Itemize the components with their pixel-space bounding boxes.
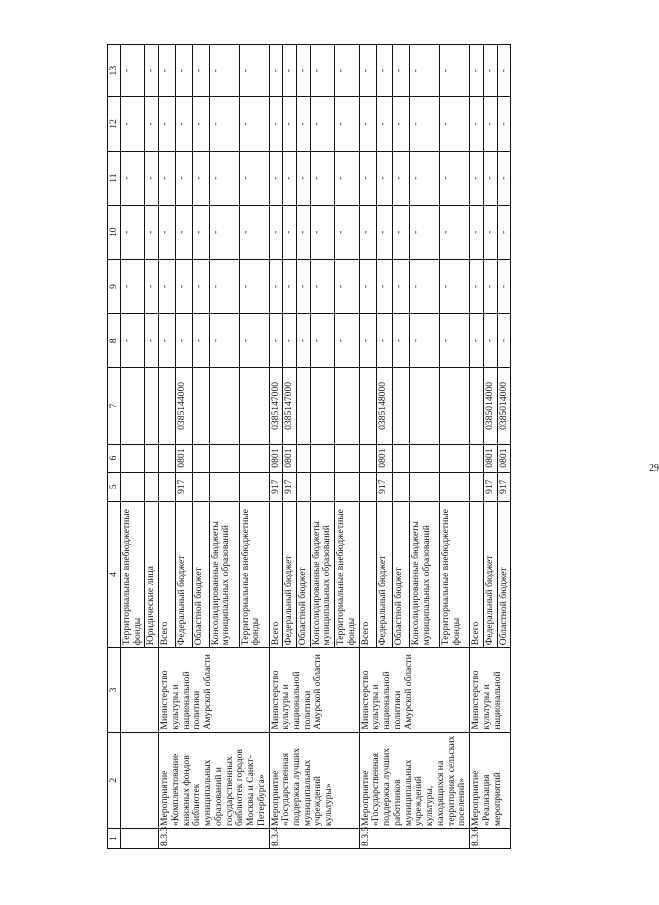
header-cell: 12	[108, 97, 121, 151]
value-cell: -	[359, 45, 376, 97]
rzpr-cell	[440, 444, 470, 472]
value-cell: -	[269, 45, 283, 97]
rzpr-cell	[359, 444, 376, 472]
value-cell: -	[440, 97, 470, 151]
header-cell: 13	[108, 45, 121, 97]
grbs-cell: 917	[269, 472, 283, 501]
value-cell: -	[176, 97, 193, 151]
csr-cell: 0385144000	[176, 368, 193, 444]
rzpr-cell	[192, 444, 209, 472]
value-cell: -	[121, 151, 145, 205]
csr-cell: 0385014000	[483, 368, 497, 444]
grbs-cell	[121, 472, 145, 501]
item-number: 8.3.4	[269, 828, 359, 848]
csr-cell: 0385147000	[269, 368, 283, 444]
grbs-cell: 917	[483, 472, 497, 501]
value-cell: -	[239, 151, 269, 205]
value-cell: -	[410, 45, 440, 97]
value-cell: -	[393, 151, 410, 205]
value-cell: -	[393, 97, 410, 151]
value-cell: -	[209, 205, 239, 259]
value-cell: -	[239, 97, 269, 151]
value-cell: -	[470, 259, 484, 313]
csr-cell: 0385148000	[376, 368, 393, 444]
value-cell: -	[176, 45, 193, 97]
item-executor: Министерство культуры и национальной политики Амурской области	[359, 648, 469, 732]
value-cell: -	[335, 97, 359, 151]
value-cell: -	[269, 97, 283, 151]
value-cell: -	[192, 151, 209, 205]
header-cell: 4	[108, 501, 121, 648]
source-cell: Консолидированные бюджеты муниципальных образований	[410, 501, 440, 648]
source-cell: Территориальные внебюджетные фонды	[239, 501, 269, 648]
item-title: Мероприятие «Государственная поддержка лучших работников муниципальных учреждений культуры, находящихся на территориях сельских поселений»	[359, 732, 469, 828]
value-cell: -	[359, 314, 376, 368]
grbs-cell	[440, 472, 470, 501]
value-cell: -	[145, 97, 159, 151]
value-cell: -	[283, 45, 297, 97]
header-cell: 1	[108, 828, 121, 848]
value-cell: -	[410, 205, 440, 259]
value-cell: -	[297, 97, 311, 151]
source-cell: Федеральный бюджет	[283, 501, 297, 648]
grbs-cell	[410, 472, 440, 501]
source-cell: Областной бюджет	[497, 501, 511, 648]
item-executor: Министерство культуры и национальной политики Амурской области	[159, 648, 269, 732]
value-cell: -	[283, 314, 297, 368]
source-cell: Федеральный бюджет	[376, 501, 393, 648]
value-cell: -	[393, 205, 410, 259]
value-cell: -	[359, 205, 376, 259]
value-cell: -	[410, 151, 440, 205]
rzpr-cell	[145, 444, 159, 472]
csr-cell	[297, 368, 311, 444]
value-cell: -	[359, 151, 376, 205]
value-cell: -	[393, 314, 410, 368]
grbs-cell	[335, 472, 359, 501]
rzpr-cell	[239, 444, 269, 472]
csr-cell	[239, 368, 269, 444]
value-cell: -	[376, 205, 393, 259]
value-cell: -	[176, 151, 193, 205]
header-cell: 9	[108, 259, 121, 313]
csr-cell	[121, 368, 145, 444]
header-cell: 8	[108, 314, 121, 368]
csr-cell	[335, 368, 359, 444]
value-cell: -	[239, 45, 269, 97]
value-cell: -	[283, 259, 297, 313]
value-cell: -	[310, 205, 334, 259]
grbs-cell	[145, 472, 159, 501]
value-cell: -	[159, 314, 176, 368]
value-cell: -	[283, 151, 297, 205]
value-cell: -	[145, 205, 159, 259]
value-cell: -	[470, 205, 484, 259]
value-cell: -	[269, 314, 283, 368]
value-cell: -	[497, 45, 511, 97]
csr-cell	[359, 368, 376, 444]
rzpr-cell	[470, 444, 484, 472]
rzpr-cell	[410, 444, 440, 472]
value-cell: -	[297, 205, 311, 259]
value-cell: -	[483, 205, 497, 259]
value-cell: -	[440, 151, 470, 205]
value-cell: -	[440, 259, 470, 313]
value-cell: -	[209, 314, 239, 368]
header-cell: 2	[108, 732, 121, 828]
table-row	[470, 45, 484, 849]
csr-cell	[145, 368, 159, 444]
rzpr-cell: 0801	[497, 444, 511, 472]
rzpr-cell	[297, 444, 311, 472]
value-cell: -	[209, 259, 239, 313]
grbs-cell	[297, 472, 311, 501]
value-cell: -	[176, 205, 193, 259]
value-cell: -	[335, 259, 359, 313]
csr-cell: 0385014000	[497, 368, 511, 444]
value-cell: -	[376, 314, 393, 368]
value-cell: -	[393, 259, 410, 313]
value-cell: -	[497, 314, 511, 368]
value-cell: -	[297, 151, 311, 205]
item-number: 8.3.5	[359, 828, 469, 848]
item-number: 8.3.3	[159, 828, 269, 848]
value-cell: -	[159, 259, 176, 313]
value-cell: -	[121, 45, 145, 97]
value-cell: -	[497, 97, 511, 151]
header-cell: 3	[108, 648, 121, 732]
item-title: Мероприятие «Реализация мероприятий	[470, 732, 511, 828]
value-cell: -	[145, 314, 159, 368]
value-cell: -	[283, 205, 297, 259]
csr-cell	[440, 368, 470, 444]
value-cell: -	[192, 259, 209, 313]
value-cell: -	[209, 97, 239, 151]
csr-cell	[410, 368, 440, 444]
header-cell: 11	[108, 151, 121, 205]
value-cell: -	[310, 45, 334, 97]
value-cell: -	[310, 97, 334, 151]
grbs-cell	[470, 472, 484, 501]
budget-table	[107, 44, 511, 849]
csr-cell	[310, 368, 334, 444]
value-cell: -	[470, 97, 484, 151]
rzpr-cell: 0801	[176, 444, 193, 472]
grbs-cell	[310, 472, 334, 501]
grbs-cell	[359, 472, 376, 501]
cell-empty	[121, 828, 159, 848]
value-cell: -	[483, 314, 497, 368]
table-row	[359, 45, 376, 849]
header-row	[108, 45, 121, 849]
cell-empty	[121, 648, 159, 732]
item-executor: Министерство культуры и национальной	[470, 648, 511, 732]
rzpr-cell	[393, 444, 410, 472]
grbs-cell	[209, 472, 239, 501]
rzpr-cell	[209, 444, 239, 472]
header-cell: 10	[108, 205, 121, 259]
value-cell: -	[239, 259, 269, 313]
item-executor: Министерство культуры и национальной политики Амурской области	[269, 648, 359, 732]
value-cell: -	[159, 205, 176, 259]
table-row	[159, 45, 176, 849]
value-cell: -	[297, 314, 311, 368]
value-cell: -	[297, 259, 311, 313]
source-cell: Областной бюджет	[192, 501, 209, 648]
value-cell: -	[483, 151, 497, 205]
value-cell: -	[335, 205, 359, 259]
value-cell: -	[209, 45, 239, 97]
value-cell: -	[483, 45, 497, 97]
value-cell: -	[159, 45, 176, 97]
source-cell: Всего	[269, 501, 283, 648]
value-cell: -	[145, 45, 159, 97]
value-cell: -	[359, 259, 376, 313]
value-cell: -	[159, 151, 176, 205]
csr-cell	[192, 368, 209, 444]
rzpr-cell: 0801	[283, 444, 297, 472]
value-cell: -	[376, 151, 393, 205]
source-cell: Территориальные внебюджетные фонды	[121, 501, 145, 648]
value-cell: -	[145, 259, 159, 313]
source-cell: Федеральный бюджет	[483, 501, 497, 648]
value-cell: -	[440, 205, 470, 259]
value-cell: -	[470, 151, 484, 205]
grbs-cell	[393, 472, 410, 501]
csr-cell	[393, 368, 410, 444]
value-cell: -	[335, 314, 359, 368]
header-cell: 5	[108, 472, 121, 501]
value-cell: -	[269, 259, 283, 313]
value-cell: -	[483, 97, 497, 151]
value-cell: -	[121, 97, 145, 151]
value-cell: -	[497, 151, 511, 205]
value-cell: -	[410, 314, 440, 368]
source-cell: Территориальные внебюджетные фонды	[440, 501, 470, 648]
rzpr-cell	[159, 444, 176, 472]
value-cell: -	[192, 45, 209, 97]
value-cell: -	[192, 314, 209, 368]
source-cell: Областной бюджет	[297, 501, 311, 648]
csr-cell	[470, 368, 484, 444]
value-cell: -	[176, 259, 193, 313]
rzpr-cell: 0801	[483, 444, 497, 472]
value-cell: -	[269, 205, 283, 259]
value-cell: -	[483, 259, 497, 313]
value-cell: -	[497, 259, 511, 313]
item-number: 8.3.6	[470, 828, 511, 848]
rzpr-cell	[335, 444, 359, 472]
value-cell: -	[376, 259, 393, 313]
source-cell: Территориальные внебюджетные фонды	[335, 501, 359, 648]
source-cell: Консолидированные бюджеты муниципальных образований	[310, 501, 334, 648]
value-cell: -	[239, 205, 269, 259]
value-cell: -	[209, 151, 239, 205]
value-cell: -	[393, 45, 410, 97]
grbs-cell: 917	[176, 472, 193, 501]
value-cell: -	[192, 205, 209, 259]
value-cell: -	[376, 97, 393, 151]
value-cell: -	[121, 314, 145, 368]
csr-cell: 0385147000	[283, 368, 297, 444]
grbs-cell: 917	[376, 472, 393, 501]
source-cell: Федеральный бюджет	[176, 501, 193, 648]
source-cell: Областной бюджет	[393, 501, 410, 648]
source-cell: Всего	[470, 501, 484, 648]
grbs-cell: 917	[283, 472, 297, 501]
value-cell: -	[159, 97, 176, 151]
value-cell: -	[470, 314, 484, 368]
rzpr-cell	[121, 444, 145, 472]
item-title: Мероприятие «Комплектование книжных фондов библиотек муниципальных образований и государственных библиотек городов Москвы и Санкт-Петербурга»	[159, 732, 269, 828]
source-cell: Всего	[159, 501, 176, 648]
value-cell: -	[121, 259, 145, 313]
value-cell: -	[376, 45, 393, 97]
csr-cell	[159, 368, 176, 444]
value-cell: -	[297, 45, 311, 97]
value-cell: -	[410, 259, 440, 313]
value-cell: -	[269, 151, 283, 205]
value-cell: -	[410, 97, 440, 151]
value-cell: -	[310, 151, 334, 205]
grbs-cell	[192, 472, 209, 501]
value-cell: -	[176, 314, 193, 368]
value-cell: -	[283, 97, 297, 151]
source-cell: Консолидированные бюджеты муниципальных образований	[209, 501, 239, 648]
table-row	[121, 45, 145, 849]
page-number: 29	[649, 463, 659, 474]
rzpr-cell: 0801	[269, 444, 283, 472]
csr-cell	[209, 368, 239, 444]
grbs-cell	[159, 472, 176, 501]
grbs-cell: 917	[497, 472, 511, 501]
value-cell: -	[145, 151, 159, 205]
value-cell: -	[335, 151, 359, 205]
rotated-table-page	[107, 44, 637, 849]
value-cell: -	[192, 97, 209, 151]
value-cell: -	[497, 205, 511, 259]
cell-empty	[121, 732, 159, 828]
header-cell: 6	[108, 444, 121, 472]
table-row	[269, 45, 283, 849]
value-cell: -	[310, 314, 334, 368]
grbs-cell	[239, 472, 269, 501]
rzpr-cell	[310, 444, 334, 472]
header-cell: 7	[108, 368, 121, 444]
value-cell: -	[470, 45, 484, 97]
item-title: Мероприятие «Государственная поддержка лучших муниципальных учреждений культуры»	[269, 732, 359, 828]
value-cell: -	[121, 205, 145, 259]
source-cell: Всего	[359, 501, 376, 648]
rzpr-cell: 0801	[376, 444, 393, 472]
value-cell: -	[239, 314, 269, 368]
value-cell: -	[440, 314, 470, 368]
source-cell: Юридические лица	[145, 501, 159, 648]
value-cell: -	[310, 259, 334, 313]
value-cell: -	[359, 97, 376, 151]
value-cell: -	[335, 45, 359, 97]
value-cell: -	[440, 45, 470, 97]
